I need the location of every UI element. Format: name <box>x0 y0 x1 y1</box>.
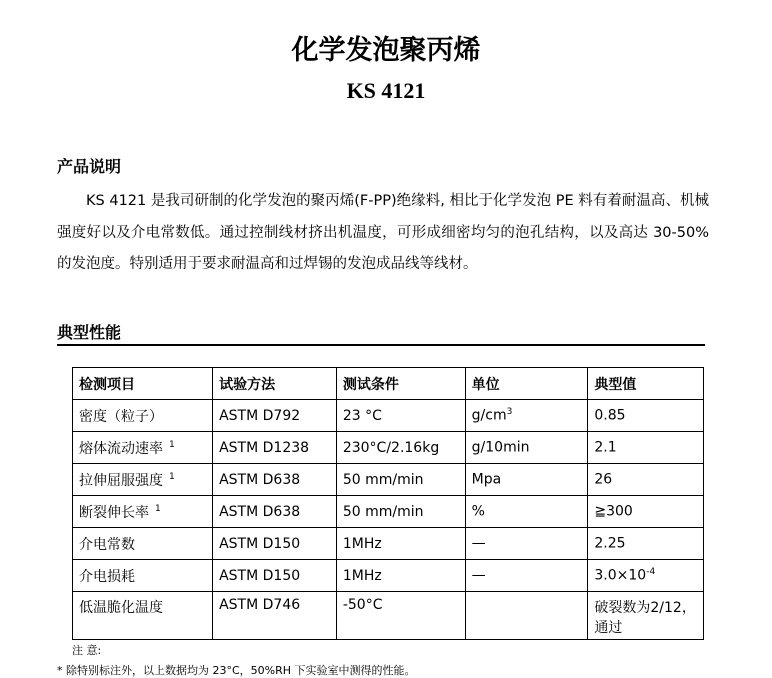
cell-text: 3.0×10 <box>594 567 647 584</box>
cell-method <box>213 432 337 464</box>
table-header-row <box>73 368 704 400</box>
cell-text: ≧300 <box>594 503 633 520</box>
cell-cond <box>336 432 465 464</box>
header-cell: 试验方法 <box>213 368 337 400</box>
cell-method <box>213 592 337 640</box>
cell-text: 230°C/2.16kg <box>342 439 440 456</box>
cell-value <box>588 560 704 592</box>
cell-text: ASTM D638 <box>219 503 301 520</box>
cell-unit <box>465 464 588 496</box>
cell-method <box>213 400 337 432</box>
cell-text: ASTM D150 <box>219 567 301 584</box>
cell-text: 1MHz <box>342 535 382 552</box>
cell-method <box>213 528 337 560</box>
superscript: 1 <box>155 503 161 514</box>
cell-text: ASTM D792 <box>219 407 301 424</box>
cell-text: 熔体流动速率 <box>79 440 163 457</box>
cell-text: 介电常数 <box>79 536 135 553</box>
cell-text: 低温脆化温度 <box>79 600 163 616</box>
cell-unit <box>465 528 588 560</box>
section-heading-description: 产品说明 <box>57 157 122 176</box>
cell-text: 2.1 <box>594 439 617 456</box>
cell-unit <box>465 560 588 592</box>
table-row <box>73 528 704 560</box>
cell-cond <box>336 592 465 640</box>
cell-text: 23 °C <box>342 407 382 424</box>
cell-text: % <box>471 503 485 520</box>
section-heading-properties: 典型性能 <box>57 323 122 342</box>
cell-value <box>588 400 704 432</box>
note-text: * 除特别标注外，以上数据均为 23°C，50%RH 下实验室中测得的性能。 <box>57 664 416 677</box>
table-row <box>73 496 704 528</box>
cell-text: 破裂数为2/12，通过 <box>594 600 696 636</box>
cell-value <box>588 464 704 496</box>
properties-table <box>72 367 704 640</box>
cell-value <box>588 432 704 464</box>
cell-text: 50 mm/min <box>342 471 424 488</box>
cell-text: 50 mm/min <box>342 503 424 520</box>
cell-text: ASTM D1238 <box>219 439 310 456</box>
cell-unit <box>465 432 588 464</box>
cell-text: 2.25 <box>594 535 626 552</box>
cell-cond <box>336 496 465 528</box>
cell-item <box>73 528 213 560</box>
cell-text: 26 <box>594 471 613 488</box>
cell-method <box>213 496 337 528</box>
cell-text: g/10min <box>471 439 530 456</box>
cell-item <box>73 592 213 640</box>
cell-item <box>73 432 213 464</box>
cell-text: -50°C <box>342 597 383 613</box>
cell-method <box>213 464 337 496</box>
header-cell: 检测项目 <box>73 368 213 400</box>
header-cell: 典型值 <box>588 368 704 400</box>
product-description: KS 4121 是我司研制的化学发泡的聚丙烯(F-PP)绝缘料, 相比于化学发泡 PE 料有着耐温高、机械强度好以及介电常数低。通过控制线材挤出机温度，可形成细密均匀的泡孔结构，以及高达 30-50%的发泡度。特别适用于要求耐温高和过焊锡的发泡成品线等线材。 <box>57 193 709 272</box>
cell-method <box>213 560 337 592</box>
cell-text: 1MHz <box>342 567 382 584</box>
cell-text: 拉伸屈服强度 <box>79 472 163 489</box>
table-row <box>73 432 704 464</box>
product-code: KS 4121 <box>346 78 426 103</box>
cell-item <box>73 560 213 592</box>
cell-unit <box>465 400 588 432</box>
cell-item <box>73 464 213 496</box>
cell-text: ASTM D746 <box>219 597 301 613</box>
cell-text: g/cm <box>471 407 507 424</box>
cell-cond <box>336 400 465 432</box>
note-label: 注 意: <box>72 644 102 657</box>
superscript: 3 <box>506 407 513 418</box>
cell-value <box>588 496 704 528</box>
cell-text: Mpa <box>471 471 502 488</box>
table-row <box>73 400 704 432</box>
cell-cond <box>336 560 465 592</box>
cell-text: 介电损耗 <box>79 568 135 585</box>
header-cell: 测试条件 <box>336 368 465 400</box>
cell-unit <box>465 496 588 528</box>
cell-unit <box>465 592 588 640</box>
cell-item <box>73 400 213 432</box>
cell-item <box>73 496 213 528</box>
superscript: 1 <box>169 439 175 450</box>
superscript: -4 <box>646 567 656 578</box>
header-cell: 单位 <box>465 368 588 400</box>
cell-cond <box>336 464 465 496</box>
cell-value <box>588 592 704 640</box>
cell-text: — <box>471 535 486 552</box>
cell-text: 断裂伸长率 <box>79 504 149 521</box>
superscript: 1 <box>169 471 175 482</box>
cell-text: 0.85 <box>594 407 626 424</box>
cell-text: ASTM D638 <box>219 471 301 488</box>
cell-text: 密度（粒子） <box>79 408 163 425</box>
cell-text: — <box>471 567 486 584</box>
cell-cond <box>336 528 465 560</box>
section-divider <box>57 344 705 346</box>
document-title: 化学发泡聚丙烯 <box>291 35 481 66</box>
table-row <box>73 592 704 640</box>
cell-value <box>588 528 704 560</box>
table-row <box>73 464 704 496</box>
table-row <box>73 560 704 592</box>
cell-text: ASTM D150 <box>219 535 301 552</box>
